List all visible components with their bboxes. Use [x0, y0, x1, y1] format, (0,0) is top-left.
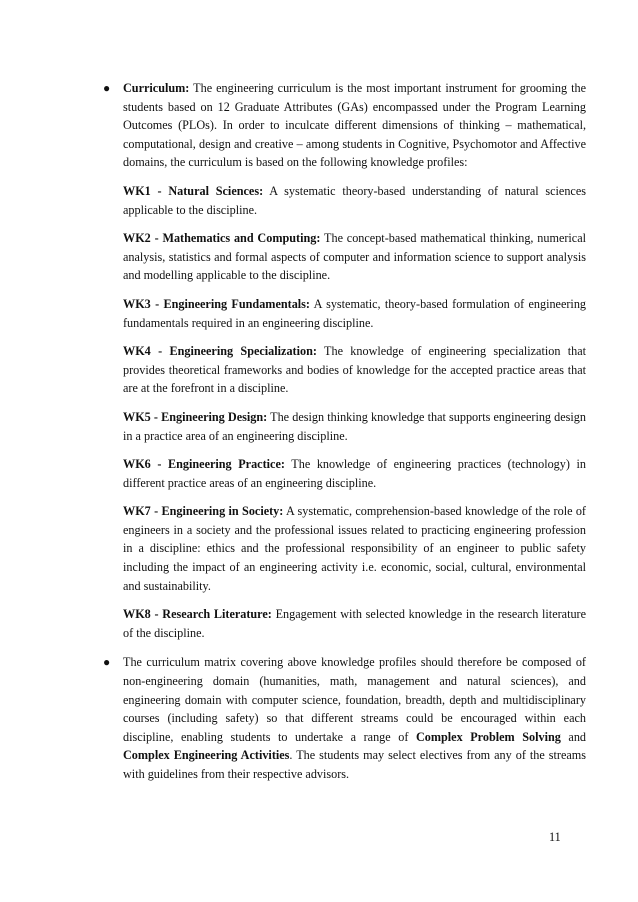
curriculum-bullet-item: [0, 79, 638, 642]
knowledge-profile-wk5: [123, 408, 586, 445]
curriculum-intro-text: The engineering curriculum is the most important instrument for grooming the students based on 12 Graduate Attributes (GAs) encompassed under the Program Learning Outcomes (PLOs). In order to inculcate different dimensions of thinking – mathematical, computational, design and creative – among students in Cognitive, Psychomotor and Affective domains, the curriculum is based on the following knowledge profiles:: [123, 81, 586, 170]
wk2-title: WK2 - Mathematics and Computing:: [123, 231, 321, 246]
wk6-text: The knowledge of engineering practices (technology) in different practice areas of an engineering discipline.: [123, 457, 586, 490]
matrix-text-part-2: and: [568, 729, 587, 744]
wk7-title: WK7 - Engineering in Society:: [123, 504, 284, 519]
curriculum-matrix-bullet-item: [0, 653, 638, 783]
wk3-text: A systematic, theory-based formulation of engineering fundamentals required in an engineering discipline.: [123, 296, 587, 330]
wk1-text: A systematic theory-based understanding of natural sciences applicable to the discipline.: [123, 183, 586, 217]
wk4-text: The knowledge of engineering specialization that provides theoretical frameworks and bodies of knowledge for the accepted practice areas that are at the forefront in a discipline.: [123, 344, 587, 396]
page-content: [0, 79, 638, 784]
knowledge-profile-wk2: [123, 229, 586, 285]
matrix-text-part-1: The curriculum matrix covering above knowledge profiles should therefore be composed of non-engineering domain (humanities, math, management and natural sciences), and engineering domain with computer science, foundation, breadth, depth and multidisciplinary courses (including safety) so that different streams could be encouraged within each discipline, enabling students to undertake a range of: [123, 655, 586, 744]
knowledge-profile-wk1: [123, 182, 586, 219]
knowledge-profile-wk6: [123, 455, 586, 492]
curriculum-heading: Curriculum:: [123, 81, 190, 95]
wk8-title: WK8 - Research Literature:: [123, 607, 272, 622]
knowledge-profile-wk8: [123, 605, 586, 642]
wk2-text: The concept-based mathematical thinking, numerical analysis, statistics and formal aspects of computer and information science to support analysis and modelling applicable to the discipline.: [123, 231, 587, 283]
page-number: 11: [549, 830, 561, 844]
wk6-title: WK6 - Engineering Practice:: [123, 457, 285, 472]
knowledge-profile-wk3: [123, 295, 586, 332]
knowledge-profile-wk4: [123, 342, 586, 398]
matrix-bold-complex-engineering-activities: Complex Engineering Activities: [123, 748, 290, 763]
wk4-title: WK4 - Engineering Specialization:: [123, 344, 317, 359]
curriculum-matrix-paragraph: [123, 653, 586, 783]
bullet-icon: ●: [103, 81, 111, 95]
curriculum-intro-paragraph: [123, 79, 586, 172]
wk3-title: WK3 - Engineering Fundamentals:: [123, 296, 310, 311]
wk1-title: WK1 - Natural Sciences:: [123, 183, 264, 198]
wk7-text: A systematic, comprehension-based knowledge of the role of engineers in a society and the professional issues related to practicing engineering profession in a discipline: ethics and the professional responsibility of an engineer to public safety including the impact of an engineering activity i.e. economic, social, cultural, environmental and sustainability.: [123, 504, 586, 593]
wk5-title: WK5 - Engineering Design:: [123, 409, 268, 424]
matrix-bold-complex-problem-solving: Complex Problem Solving: [415, 729, 561, 744]
bullet-icon: ●: [103, 655, 111, 670]
wk5-text: The design thinking knowledge that supports engineering design in a practice area of an engineering discipline.: [123, 409, 586, 443]
matrix-text-part-3: . The students may select electives from any of the streams with guidelines from their respective advisors.: [123, 748, 586, 781]
wk8-text: Engagement with selected knowledge in the research literature of the discipline.: [123, 607, 587, 640]
knowledge-profile-wk7: [123, 502, 586, 595]
